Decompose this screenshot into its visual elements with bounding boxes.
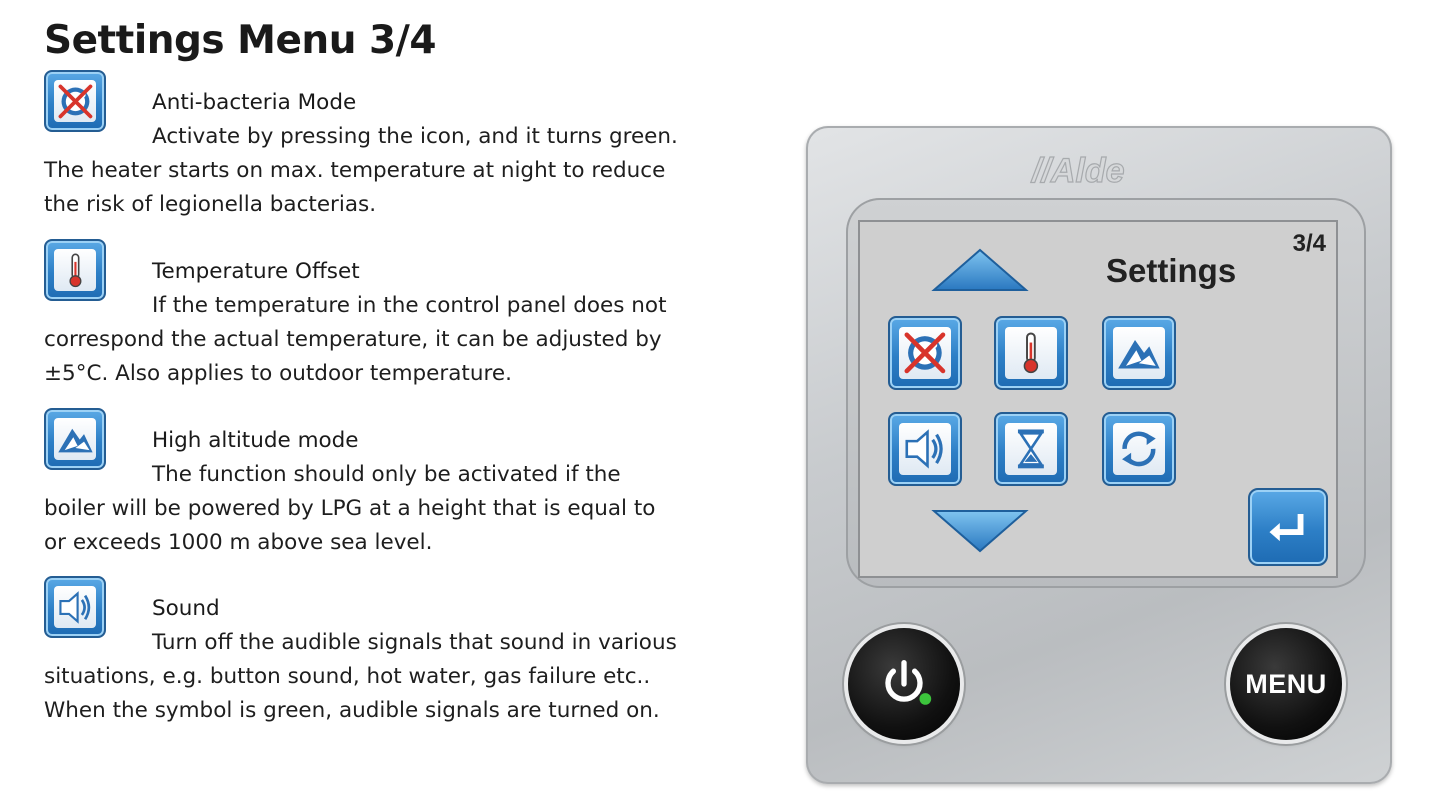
menu-button[interactable] — [1230, 628, 1342, 740]
page-title: Settings Menu 3/4 — [44, 18, 437, 63]
thermometer-icon — [44, 239, 106, 301]
refresh-icon[interactable] — [1102, 412, 1176, 486]
brand-logo — [1028, 150, 1168, 190]
mountain-icon — [44, 408, 106, 470]
anti-bacteria-icon[interactable] — [888, 316, 962, 390]
speaker-icon — [44, 576, 106, 638]
hourglass-icon[interactable] — [994, 412, 1068, 486]
arrow-down-button[interactable] — [930, 507, 1030, 555]
svg-text://Alde: //Alde — [1032, 152, 1125, 190]
page-indicator: 3/4 — [1292, 230, 1326, 257]
feature-anti-bacteria — [44, 86, 684, 222]
feature-description: Activate by pressing the icon, and it turns green. The heater starts on max. temperature at night to reduce the risk of legionella bacterias. — [44, 124, 678, 217]
enter-button[interactable] — [1248, 488, 1328, 566]
feature-title: Anti-bacteria Mode — [152, 90, 357, 115]
thermometer-icon[interactable] — [994, 316, 1068, 390]
feature-title: High altitude mode — [152, 428, 359, 453]
screen-title: Settings — [1106, 252, 1237, 289]
power-button[interactable] — [848, 628, 960, 740]
feature-temperature-offset — [44, 255, 684, 391]
feature-title: Temperature Offset — [152, 259, 360, 284]
arrow-up-button[interactable] — [930, 246, 1030, 294]
touch-screen — [858, 220, 1338, 578]
feature-title: Sound — [152, 596, 220, 621]
power-icon — [872, 652, 936, 716]
speaker-icon[interactable] — [888, 412, 962, 486]
feature-description: If the temperature in the control panel does not correspond the actual temperature, it can be adjusted by ±5°C. Also applies to outdoor temperature. — [44, 293, 667, 386]
feature-description: The function should only be activated if the boiler will be powered by LPG at a height that is equal to or exceeds 1000 m above sea level. — [44, 462, 656, 555]
screen-bezel — [846, 198, 1366, 588]
feature-sound — [44, 592, 684, 728]
mountain-icon[interactable] — [1102, 316, 1176, 390]
feature-description: Turn off the audible signals that sound in various situations, e.g. button sound, hot water, gas failure etc.. When the symbol is green, audible signals are turned on. — [44, 630, 677, 723]
menu-button-label: MENU — [1245, 668, 1327, 699]
anti-bacteria-icon — [44, 70, 106, 132]
enter-icon — [1261, 501, 1314, 553]
control-panel-device — [806, 126, 1392, 784]
feature-high-altitude — [44, 424, 684, 560]
